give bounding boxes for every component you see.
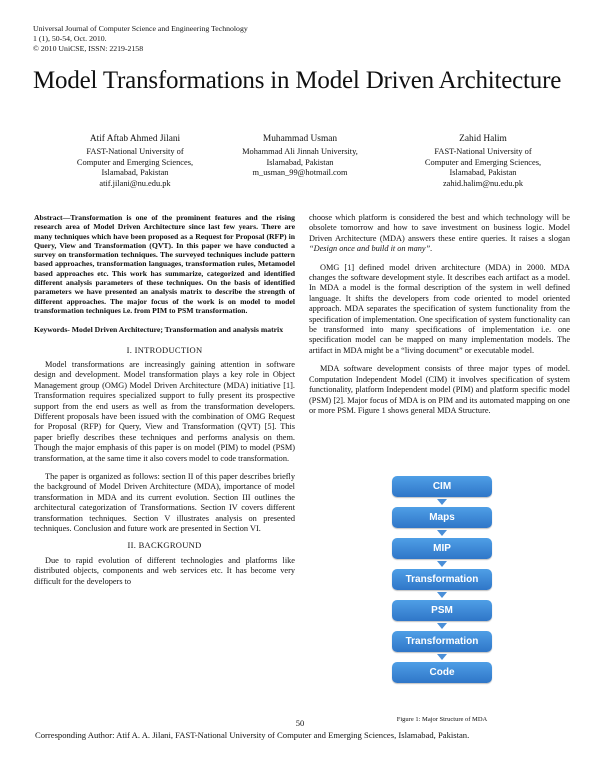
down-arrow-icon [437,530,447,536]
right-column [309,213,570,416]
figure-caption: Figure 1: Major Structure of MDA [396,716,488,723]
author-block-1 [45,133,225,189]
author-affiliation: Mohammad Ali Jinnah University, [242,147,358,156]
abstract: Abstract—Transformation is one of the prominent features and the rising research area of Model Driven Architecture since last few years. There are many techniques which have been proposed as a Request for Proposal (RFP) in Query, View and Transformation (QVT). In this paper we have conducted a survey on transformation techniques. The surveyed techniques include pattern based approaches, transformation languages, transformation rules, Metamodel based approaches etc. This work has summarize, categorized and identified different analysis parameters of these techniques. On the basis of identified parameters we have presented an analysis matrix to describe the strength of different approaches. The major focus of the work is on model to model transformation techniques i.e. from PIM to PSM transformation. [34,213,295,315]
author-affiliation: FAST-National University of [434,147,532,156]
author-affiliation: Computer and Emerging Sciences, [76,157,194,167]
intro-paragraph-2: The paper is organized as follows: section II of this paper describes briefly the background of Model Driven Architecture (MDA), importance of model transformation in MDA and its current evolution. Section III outlines the architectural categorization of Transformations. Section IV covers different transformation techniques. Section V illustrates analysis on presented techniques. Conclusion and future work are presented in Section VI. [34,472,295,534]
flow-box-code: Code [392,662,492,683]
down-arrow-icon [437,561,447,567]
flow-box-maps: Maps [392,507,492,528]
author-name: Muhammad Usman [262,134,338,144]
flow-box-transformation: Transformation [392,569,492,590]
journal-volume: 1 (1), 50-54, Oct. 2010. [33,34,107,43]
mda-intro-text: choose which platform is considered the best and which technology will be obsolete tomorrow and how to save investment on business logic. Model Driven Architecture (MDA) answers these entire queries. It raises a slogan [309,213,570,243]
author-affiliation: Computer and Emerging Sciences, [424,157,542,167]
author-affiliation: FAST-National University of [86,147,184,156]
author-email: atif.jilani@nu.edu.pk [99,178,171,188]
page-number: 50 [295,718,305,728]
paper-title: Model Transformations in Model Driven Architecture [33,67,562,94]
intro-paragraph-1: Model transformations are increasingly gaining attention in software design and development. Model transformation plays a key role in Object Management group (OMG) Model Driven Architecture (MDA) initiative [1]. Transformation requires specialized support to fully present its prospective support from the end users as well as from the transformation developers. Different proposals have been issued with the combination of OMG Request for Proposal (RFP) for Query, View and Transformation (QVT) [5]. This paper briefly describes these techniques and performs analysis on them. Though the major emphasis of this paper is on model (PIM) to model (PSM) transformation, at the same time it also covers model to code transformation. [34,359,295,463]
mda-slogan: “Design once and build it on many”. [309,244,433,254]
flow-box-transformation-2: Transformation [392,631,492,652]
corresponding-author-footer: Corresponding Author: Atif A. A. Jilani, FAST-National University of Computer and Emerging Sciences, Islamabad, Pakistan. [35,730,470,740]
author-block-3 [393,133,573,189]
author-affiliation: Islamabad, Pakistan [266,157,334,167]
author-name: Atif Aftab Ahmed Jilani [89,134,181,144]
down-arrow-icon [437,623,447,629]
mda-structure-figure [362,476,522,683]
omg-paragraph: OMG [1] defined model driven architecture (MDA) in 2000. MDA changes the software development style. It describes each artifact as a model. In MDA a model is the formal description of the system in well defined language. It shifts the developers from code oriented to model oriented approach. MDA separates the specification of system functionality from the specification of implementation. One specification of system functionality can be transformed into many specifications of implementation i.e. one specification model can be mapped on many implementation models. The artifact in MDA might be a “living document” or executable model. [309,262,570,355]
down-arrow-icon [437,499,447,505]
flow-box-psm: PSM [392,600,492,621]
author-email: zahid.halim@nu.edu.pk [442,178,524,188]
author-name: Zahid Halim [459,134,507,144]
mda-intro-paragraph [309,213,570,255]
left-column [34,213,295,587]
author-city: Islamabad, Pakistan [101,168,169,178]
journal-header [33,24,248,54]
author-block-2 [210,133,390,179]
flow-box-cim: CIM [392,476,492,497]
journal-name: Universal Journal of Computer Science and Engineering Technology [33,24,248,33]
section-heading-background: II. BACKGROUND [127,540,202,551]
author-email: m_usman_99@hotmail.com [252,168,348,178]
author-city: Islamabad, Pakistan [449,168,517,178]
mda-models-paragraph: MDA software development consists of three major types of model. Computation Independent Model (CIM) it involves specification of system functionality, platform Independent model (PIM) and platform specific model (PSM) [2]. Major focus of MDA is on PIM and its automated mapping on one or more PSM. Figure 1 shows general MDA Structure. [309,364,570,415]
flow-box-mip: MIP [392,538,492,559]
section-heading-introduction: I. INTRODUCTION [126,344,203,355]
keywords: Keywords- Model Driven Architecture; Transformation and analysis matrix [34,325,284,335]
journal-copyright: © 2010 UniCSE, ISSN: 2219-2158 [33,44,144,53]
background-paragraph-1: Due to rapid evolution of different technologies and platforms like distributed objects, components and web services etc. It has become very difficult for the developers to [34,555,295,586]
down-arrow-icon [437,592,447,598]
down-arrow-icon [437,654,447,660]
